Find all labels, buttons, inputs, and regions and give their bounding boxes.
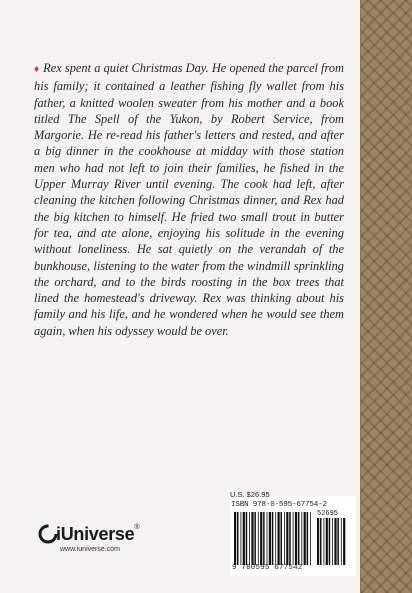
barcode-bar xyxy=(243,512,245,565)
barcode-bar xyxy=(343,518,345,565)
barcode-bar xyxy=(307,512,309,565)
barcode-bar xyxy=(298,512,300,565)
barcode-bar xyxy=(301,512,302,565)
barcode-bar xyxy=(272,512,274,565)
addon-barcode xyxy=(317,518,347,565)
barcode-bar xyxy=(332,518,333,565)
barcode-bar xyxy=(258,512,259,565)
blurb-text: Rex spent a quiet Christmas Day. He opened the parcel from his family; it contained a leather fishing fly wallet from his father, a knitted woolen sweater from his mother and a book titled The Spell of the Yukon, by Robert Service, from Margorie. He re-read his father's letters and rested, and after a big dinner in the cookhouse at midday with those station men who had not left to join their families, he fished in the Upper Murray River until evening. The cook had left, after cleaning the kitchen following Christmas dinner, and Rex had the big kitchen to himself. He fried two small trout in butter for tea, and ate alone, enjoying his solitude in the evening without loneliness. He sat quietly on the verandah of the bunkhouse, listening to the water from the windmill sprinkling the orchard, and to the birds roosting in the box trees that lined the homestead's driveway. Rex was thinking about his family and his life, and he wondered when he would see them again, when his odyssey would be over. xyxy=(34,61,344,338)
barcode-bar xyxy=(295,512,297,565)
barcode-bar xyxy=(337,518,339,565)
bullet-icon: ♦ xyxy=(34,64,40,75)
iuniverse-logo-icon xyxy=(38,524,58,544)
publisher-name: iUniverse® xyxy=(56,524,140,544)
spine-pattern xyxy=(360,0,412,593)
barcode-bar xyxy=(341,518,342,565)
barcode-bar xyxy=(249,512,250,565)
barcode-bar xyxy=(246,512,248,565)
barcode-bar xyxy=(320,518,322,565)
barcode-bar xyxy=(281,512,283,565)
barcode-bar xyxy=(317,518,319,565)
barcode-bar xyxy=(278,512,280,565)
barcode-bar xyxy=(241,512,242,565)
barcode-bar xyxy=(260,512,262,565)
barcode-number: 9 780595 677542 xyxy=(232,564,303,572)
barcode-bar xyxy=(263,512,265,565)
barcode-bar xyxy=(324,518,325,565)
barcode-bar xyxy=(304,512,306,565)
barcode-bar xyxy=(286,512,288,565)
isbn-label: ISBN 978-0-595-67754-2 xyxy=(231,501,327,509)
barcode-bar xyxy=(284,512,285,565)
barcode-bar xyxy=(251,512,253,565)
barcode-bar xyxy=(269,512,271,565)
barcode-bar xyxy=(237,512,239,565)
barcode-bar xyxy=(234,512,236,565)
publisher-logo xyxy=(38,524,158,558)
barcode-bar xyxy=(254,512,256,565)
barcode-bar xyxy=(293,512,294,565)
barcode-bar xyxy=(326,518,328,565)
barcode-bar xyxy=(289,512,291,565)
back-cover-blurb xyxy=(34,60,344,339)
publisher-url: www.iuniverse.com xyxy=(60,546,120,553)
barcode-bar xyxy=(334,518,336,565)
barcode-bar xyxy=(329,518,331,565)
ean-barcode xyxy=(234,512,312,565)
barcode-bar xyxy=(275,512,276,565)
trademark: ® xyxy=(134,524,140,531)
addon-number: 52695 xyxy=(317,510,339,518)
barcode-bar xyxy=(310,512,311,565)
price-label: U.S. $26.95 xyxy=(230,490,270,499)
barcode-bar xyxy=(267,512,268,565)
